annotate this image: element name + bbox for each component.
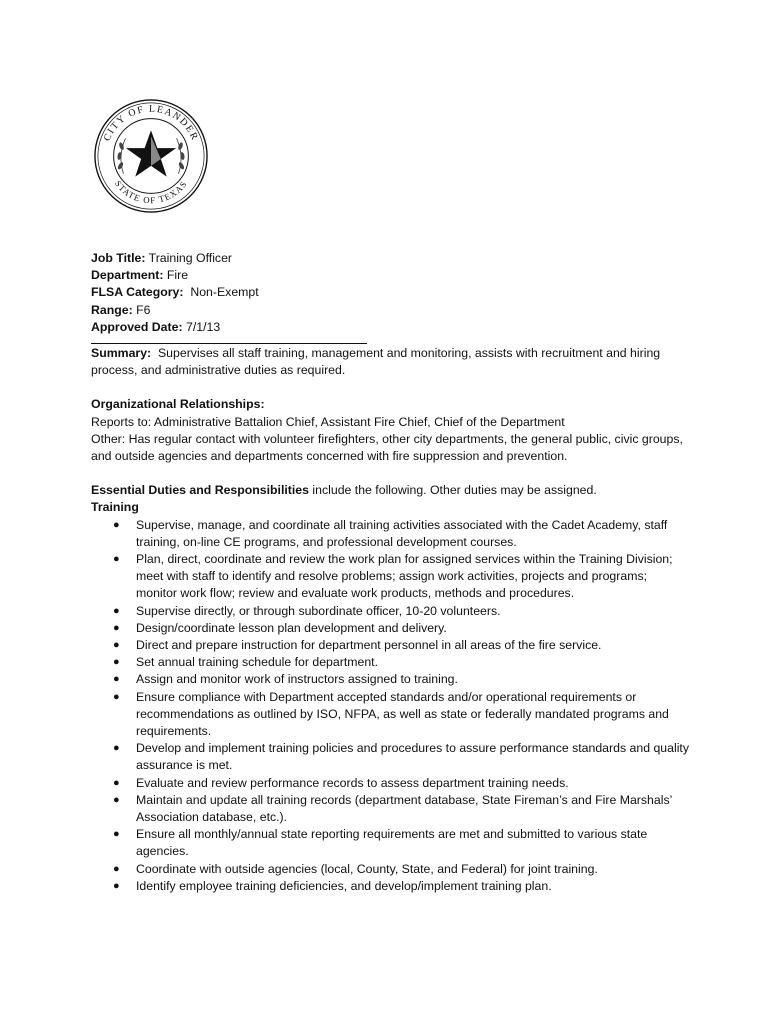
- list-item-text: Direct and prepare instruction for department personnel in all areas of the fire service.: [136, 637, 602, 652]
- bullet-icon: ●: [113, 638, 120, 651]
- range-line: [91, 302, 691, 319]
- job-title-value: Training Officer: [148, 251, 233, 265]
- list-item: [91, 740, 691, 774]
- bullet-icon: ●: [113, 828, 120, 841]
- bullet-icon: ●: [113, 552, 120, 565]
- flsa-label: FLSA Category:: [91, 285, 184, 300]
- duties-heading-rest: include the following. Other duties may be assigned.: [309, 483, 597, 498]
- svg-text:CITY OF LEANDER: CITY OF LEANDER: [101, 103, 201, 143]
- list-item: [91, 689, 691, 741]
- range-value: F6: [136, 302, 151, 317]
- bullet-icon: ●: [113, 862, 120, 875]
- reports-to-text: Reports to: Administrative Battalion Chief, Assistant Fire Chief, Chief of the Department: [91, 414, 565, 429]
- list-item: [91, 517, 691, 551]
- list-item-text: Plan, direct, coordinate and review the work plan for assigned services within the Training Division; meet with staff to identify and resolve problems; assign work activities, projects and programs; monitor work flow; review and evaluate work products, methods and procedures.: [136, 551, 673, 601]
- bullet-icon: ●: [113, 621, 120, 634]
- list-item-text: Maintain and update all training records (department database, State Fireman’s and Fire Marshals’ Association database, etc.).: [136, 792, 672, 825]
- department-value: Fire: [166, 268, 189, 283]
- divider: [91, 343, 367, 344]
- list-item: [91, 671, 691, 688]
- list-item: [91, 620, 691, 637]
- org-relationships-heading: Organizational Relationships:: [91, 397, 265, 412]
- bullet-icon: ●: [113, 673, 120, 686]
- list-item-text: Ensure all monthly/annual state reporting requirements are met and submitted to various state agencies.: [136, 827, 648, 859]
- list-item: [91, 637, 691, 654]
- summary-label: Summary:: [91, 345, 152, 360]
- list-item: [91, 878, 691, 895]
- approved-date-label: Approved Date:: [91, 319, 183, 334]
- bullet-icon: ●: [113, 776, 120, 789]
- bullet-icon: ●: [113, 604, 120, 617]
- list-item-text: Ensure compliance with Department accepted standards and/or operational requirements or recommendations as outlined by ISO, NFPA, as well as state or federally mandated programs and requirements.: [136, 689, 669, 738]
- document-content: [91, 250, 691, 895]
- department-label: Department:: [91, 268, 164, 283]
- list-item-text: Develop and implement training policies and procedures to assure performance standards and quality assurance is met.: [136, 741, 689, 773]
- list-item: [91, 826, 691, 860]
- list-item-text: Assign and monitor work of instructors assigned to training.: [136, 672, 458, 687]
- list-item: [91, 775, 691, 792]
- approved-date-value: 7/1/13: [185, 319, 221, 334]
- city-seal-logo: [92, 97, 210, 215]
- list-item-text: Identify employee training deficiencies, and develop/implement training plan.: [136, 878, 552, 893]
- duties-heading-bold: Essential Duties and Responsibilities: [91, 483, 309, 498]
- list-item: [91, 603, 691, 620]
- duties-heading: [91, 482, 691, 499]
- list-item-text: Coordinate with outside agencies (local, County, State, and Federal) for joint training.: [136, 861, 598, 876]
- bullet-icon: ●: [113, 656, 120, 669]
- list-item: [91, 792, 691, 826]
- range-label: Range:: [91, 302, 133, 317]
- bullet-icon: ●: [113, 742, 120, 755]
- list-item-text: Supervise, manage, and coordinate all training activities associated with the Cadet Academy, staff training, on-line CE programs, and professional development courses.: [136, 517, 668, 549]
- list-item-text: Evaluate and review performance records to assess department training needs.: [136, 775, 569, 790]
- svg-text:STATE OF TEXAS: STATE OF TEXAS: [112, 178, 190, 206]
- job-title-label: Job Title:: [91, 251, 146, 265]
- summary-text: Supervises all staff training, management and monitoring, assists with recruitment and hiring process, and administrative duties as required.: [91, 345, 661, 378]
- bullet-icon: ●: [113, 690, 120, 703]
- list-item: [91, 551, 691, 603]
- flsa-value: Non-Exempt: [190, 285, 259, 300]
- training-duties-list: [91, 517, 691, 895]
- list-item-text: Set annual training schedule for department.: [136, 655, 378, 670]
- bullet-icon: ●: [113, 793, 120, 806]
- flsa-line: [91, 284, 691, 301]
- bullet-icon: ●: [113, 518, 120, 531]
- list-item: [91, 861, 691, 878]
- list-item: [91, 654, 691, 671]
- approved-date-line: [91, 319, 691, 336]
- summary-paragraph: [91, 345, 691, 379]
- list-item-text: Design/coordinate lesson plan development and delivery.: [136, 620, 447, 635]
- job-title-line: [91, 250, 691, 267]
- training-subheading: Training: [91, 500, 139, 515]
- department-line: [91, 267, 691, 284]
- bullet-icon: ●: [113, 879, 120, 892]
- other-relationships-text: Other: Has regular contact with volunteer firefighters, other city departments, the general public, civic groups, and outside agencies and departments concerned with fire suppression and prevention.: [91, 431, 683, 463]
- list-item-text: Supervise directly, or through subordinate officer, 10-20 volunteers.: [136, 603, 501, 618]
